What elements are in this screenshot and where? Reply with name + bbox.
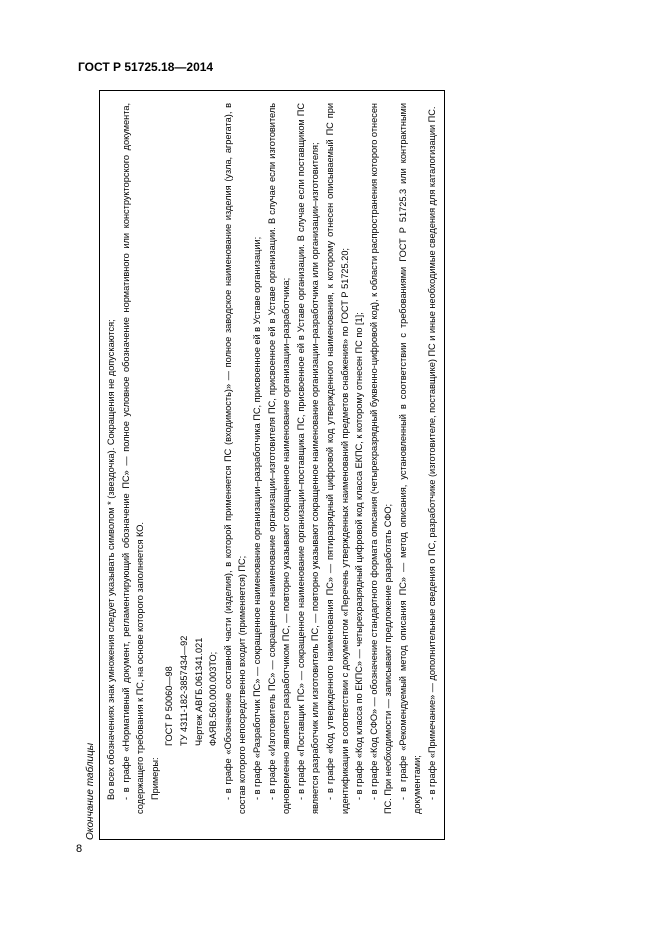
table-frame xyxy=(99,90,445,840)
table-caption: Окончание таблицы xyxy=(85,742,96,840)
paragraph-remark: - в графе «Примечание» — дополнительные сведения о ПС, разработчике (изготовителе, поставщике) ПС и иные необходимые сведения для каталогизации ПС. xyxy=(427,106,438,800)
example-item: Чертеж АВГБ.061341.021 xyxy=(193,637,204,746)
paragraph-developer: - в графе «Разработчик ПС» — сокращенное наименование организации–разработчика ПС, присвоенное ей в Уставе организации; xyxy=(251,236,262,800)
paragraph-method: - в графе «Рекомендуемый метод описания ПС» — метод описания, установленный в соответствии с требованиями ГОСТ Р 51725.3 или контрактными документами; xyxy=(397,103,423,814)
paragraph-normative-doc: - в графе «Нормативный документ, регламентирующий обозначение ПС» — полное условное обозначение нормативного или конструкторского документа, содержащего требования к ПС, на основе которого заполняется КО. xyxy=(120,103,146,814)
example-item: ГОСТ Р 50060—98 xyxy=(164,666,175,746)
paragraph-class-code: - в графе «Код класса по ЕКПС» — четырехразрядный цифровой код класса ЕКПС, к которому отнесен ПС по [1]; xyxy=(354,312,365,800)
example-item: ТУ 4311-182-3857434—92 xyxy=(178,635,189,746)
paragraph-sfo-code: - в графе «Код СФО» — обозначение стандартного формата описания (четырехразрядный буквенно-цифровой код), к области распространения которого отнесен ПС. При необходимости — записывают предложение разработать СФО; xyxy=(368,103,394,814)
paragraph-manufacturer: - в графе «Изготовитель ПС» — сокращенное наименование организации–изготовителя ПС, присвоенное ей в Уставе организации. В случае если изготовитель одновременно является разработчиком ПС, — повторно указывают сокращенное наименование организации–разработчика; xyxy=(266,103,292,814)
rotated-content-area xyxy=(85,90,445,840)
table-cell-content xyxy=(104,103,440,814)
paragraph-name-code: - в графе «Код утвержденного наименования ПС» — пятиразрядный цифровой код утвержденного наименования, к которому отнесен описываемый ПС при идентификации в соответствии с документом «Перечень утвержденных наименований предметов снабжения» по ГОСТ Р 51725.20; xyxy=(324,103,350,814)
landscape-page xyxy=(85,90,445,840)
example-item: ФАЯВ.560.000.003ТО; xyxy=(208,651,219,746)
paragraph-supplier: - в графе «Поставщик ПС» — сокращенное наименование организации–поставщика ПС, присвоенное ей в Уставе организации. В случае если поставщиком ПС является разработчик или изготовитель ПС, — повторно указывают сокращенное наименование организации–разработчика или организации–изготовителя; xyxy=(295,103,321,814)
paragraph-note: Во всех обозначениях знак умножения следует указывать символом * (звездочка). Сокращения не допускаются; xyxy=(106,319,116,800)
document-header: ГОСТ Р 51725.18—2014 xyxy=(78,60,214,74)
examples-heading: Примеры: xyxy=(149,757,160,800)
page-number: 8 xyxy=(76,843,83,855)
paragraph-component: - в графе «Обозначение составной части (изделия), в которой применяется ПС (входимость)» — полное заводское наименование изделия (узла, агрегата), в состав которого непосредственно входит (применяется) ПС; xyxy=(222,103,248,814)
